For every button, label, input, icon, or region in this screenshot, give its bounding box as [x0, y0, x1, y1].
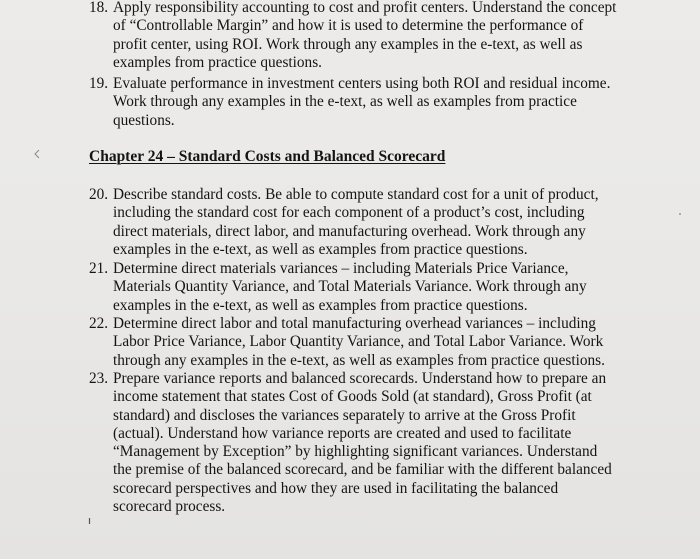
- item-text: [113, 260, 587, 315]
- list-item-19: [89, 75, 610, 130]
- chapter-heading: Chapter 24 – Standard Costs and Balanced Scorecard: [89, 148, 446, 165]
- item-line: examples in the e-text, as well as examples from practice questions.: [113, 296, 528, 314]
- list-item-22: [89, 315, 605, 370]
- item-line: Describe standard costs. Be able to compute standard cost for a unit of product,: [113, 186, 599, 203]
- item-line: Determine direct materials variances – including Materials Price Variance,: [113, 260, 569, 277]
- margin-mark-icon: [34, 149, 40, 159]
- item-text: [113, 370, 612, 516]
- list-item-20: [89, 186, 599, 259]
- item-line: scorecard perspectives and how they are used in facilitating the balanced: [113, 479, 559, 497]
- item-line: examples in the e-text, as well as examples from practice questions.: [113, 240, 528, 258]
- item-line: profit center, using ROI. Work through any examples in the e-text, as well as: [113, 35, 583, 53]
- item-number: 23.: [89, 370, 109, 387]
- item-line: direct materials, direct labor, and manufacturing overhead. Work through any: [113, 222, 586, 240]
- item-text: [113, 315, 605, 370]
- item-number: 21.: [89, 260, 109, 277]
- dot-mark-icon: [678, 212, 682, 216]
- item-line: the premise of the balanced scorecard, and be familiar with the different balanced: [113, 461, 612, 479]
- list-item-18: [89, 0, 616, 72]
- item-number: 18.: [89, 0, 109, 16]
- item-line: Labor Price Variance, Labor Quantity Variance, and Total Labor Variance. Work: [113, 333, 604, 351]
- tick-mark-icon: [87, 517, 92, 525]
- item-line: including the standard cost for each component of a product’s cost, including: [113, 204, 585, 222]
- item-text: [113, 75, 610, 130]
- item-line: Evaluate performance in investment centers using both ROI and residual income.: [113, 75, 611, 92]
- item-text: [113, 0, 616, 72]
- list-item-23: [89, 370, 612, 516]
- item-number: 20.: [89, 186, 109, 203]
- item-line: Materials Quantity Variance, and Total Materials Variance. Work through any: [113, 278, 587, 296]
- list-item-21: [89, 260, 587, 315]
- item-number: 19.: [89, 75, 109, 92]
- item-line: standard) and discloses the variances separately to arrive at the Gross Profit: [113, 406, 576, 424]
- item-line: Determine direct labor and total manufacturing overhead variances – including: [113, 315, 596, 332]
- item-number: 22.: [89, 315, 109, 332]
- item-line: (actual). Understand how variance reports are created and used to facilitate: [113, 424, 572, 442]
- item-line: through any examples in the e-text, as well as examples from practice questions.: [113, 351, 605, 369]
- item-line: Work through any examples in the e-text, as well as examples from practice: [113, 93, 577, 111]
- item-line: questions.: [113, 111, 175, 129]
- item-line: Prepare variance reports and balanced scorecards. Understand how to prepare an: [113, 370, 607, 387]
- item-line: scorecard process.: [113, 498, 226, 516]
- item-line: examples from practice questions.: [113, 53, 322, 71]
- item-line: Apply responsibility accounting to cost and profit centers. Understand the concept: [113, 0, 617, 16]
- item-text: [113, 186, 599, 259]
- item-line: “Management by Exception” by highlighting significant variances. Understand: [113, 443, 598, 461]
- item-line: of “Controllable Margin” and how it is used to determine the performance of: [113, 17, 584, 35]
- item-line: income statement that states Cost of Goods Sold (at standard), Gross Profit (at: [113, 388, 592, 406]
